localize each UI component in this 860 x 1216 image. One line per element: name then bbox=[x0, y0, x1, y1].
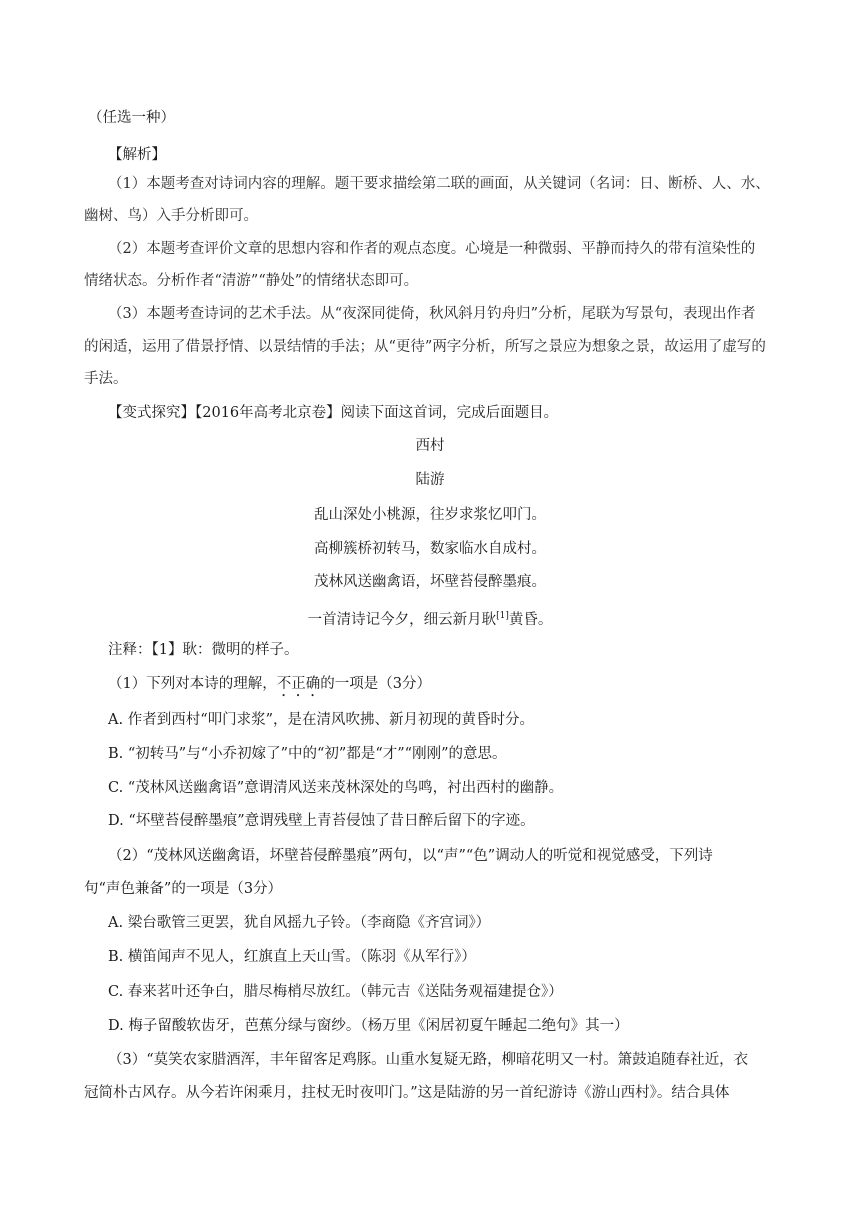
analysis-p3-line3: 手法。 bbox=[84, 371, 128, 387]
q2-stem-line2: 句“声色兼备”的一项是（3分） bbox=[84, 881, 283, 897]
variant-intro: 【变式探究】【2016年高考北京卷】阅读下面这首词，完成后面题目。 bbox=[108, 405, 559, 421]
q2-option-a: A. 梁台歌管三更罢，犹自风摇九子铃。（李商隐《齐宫词》） bbox=[108, 915, 491, 931]
q1-stem-emphasis: 不正确 bbox=[276, 676, 321, 692]
poem-line-4 bbox=[0, 606, 860, 630]
poem-line-4-end: 黄昏。 bbox=[508, 611, 553, 628]
q1-stem bbox=[108, 674, 431, 700]
q1-option-a: A. 作者到西村“叩门求浆”，是在清风吹拂、新月初现的黄昏时分。 bbox=[108, 712, 535, 728]
q2-option-b: B. 横笛闻声不见人，红旗直上天山雪。（陈羽《从军行》） bbox=[108, 949, 476, 965]
poem-line-3: 茂林风送幽禽语，坏壁苔侵醉墨痕。 bbox=[314, 574, 546, 590]
poem-line-2: 高柳簇桥初转马，数家临水自成村。 bbox=[314, 541, 546, 557]
q1-option-d: D. “坏壁苔侵醉墨痕”意谓残壁上青苔侵蚀了昔日醉后留下的字迹。 bbox=[108, 813, 535, 829]
analysis-p3-line2: 的闲适，运用了借景抒情、以景结情的手法；从“更待”两字分析，所写之景应为想象之景，故运用了虚写的 bbox=[84, 339, 766, 355]
q1-option-c: C. “茂林风送幽禽语”意谓清风送来茂林深处的鸟鸣，衬出西村的幽静。 bbox=[108, 780, 564, 796]
q2-option-d: D. 梅子留酸软齿牙，芭蕉分绿与窗纱。（杨万里《闲居初夏午睡起二绝句》其一） bbox=[108, 1018, 629, 1034]
q2-option-c: C. 春来茗叶还争白，腊尽梅梢尽放红。（韩元吉《送陆务观福建提仓》） bbox=[108, 984, 563, 1000]
q1-option-b: B. “初转马”与“小乔初嫁了”中的“初”都是“才”“刚刚”的意思。 bbox=[108, 746, 507, 762]
poem-line-1: 乱山深处小桃源，往岁求浆忆叩门。 bbox=[314, 507, 546, 523]
analysis-title: 【解析】 bbox=[108, 147, 166, 163]
q3-line1: （3）“莫笑农家腊酒浑，丰年留客足鸡豚。山重水复疑无路，柳暗花明又一村。箫鼓追随春社近，衣 bbox=[108, 1052, 749, 1068]
poem-author: 陆游 bbox=[415, 472, 445, 488]
analysis-p2-line2: 情绪状态。分析作者“清游”“静处”的情绪状态即可。 bbox=[84, 273, 419, 289]
poem-line-4-text: 一首清诗记今夕，细云新月耿 bbox=[307, 611, 497, 628]
footnote: 注释：【1】耿：微明的样子。 bbox=[108, 642, 299, 658]
analysis-p1-line1: （1）本题考查对诗词内容的理解。题干要求描绘第二联的画面，从关键词（名词：日、断桥、人、水、 bbox=[108, 176, 770, 192]
footnote-marker: [1] bbox=[496, 611, 509, 621]
poem-title: 西村 bbox=[415, 438, 445, 454]
q1-stem-a: （1）下列对本诗的理解， bbox=[108, 676, 277, 692]
q1-stem-b: 的一项是（3分） bbox=[320, 676, 431, 692]
q3-line2: 冠简朴古风存。从今若许闲乘月，拄杖无时夜叩门。”这是陆游的另一首纪游诗《游山西村》。结合具体 bbox=[84, 1085, 730, 1101]
analysis-p3-line1: （3）本题考查诗词的艺术手法。从“夜深同徙倚，秋风斜月钓舟归”分析，尾联为写景句，表现出作者 bbox=[108, 306, 756, 322]
analysis-p2-line1: （2）本题考查评价文章的思想内容和作者的观点态度。心境是一种微弱、平静而持久的带有渲染性的 bbox=[108, 241, 756, 257]
analysis-p1-line2: 幽树、鸟）入手分析即可。 bbox=[84, 208, 258, 224]
header-note: （任选一种） bbox=[88, 110, 175, 126]
q2-stem-line1: （2）“茂林风送幽禽语，坏壁苔侵醉墨痕”两句，以“声”“色”调动人的听觉和视觉感受，下列诗 bbox=[108, 848, 713, 864]
